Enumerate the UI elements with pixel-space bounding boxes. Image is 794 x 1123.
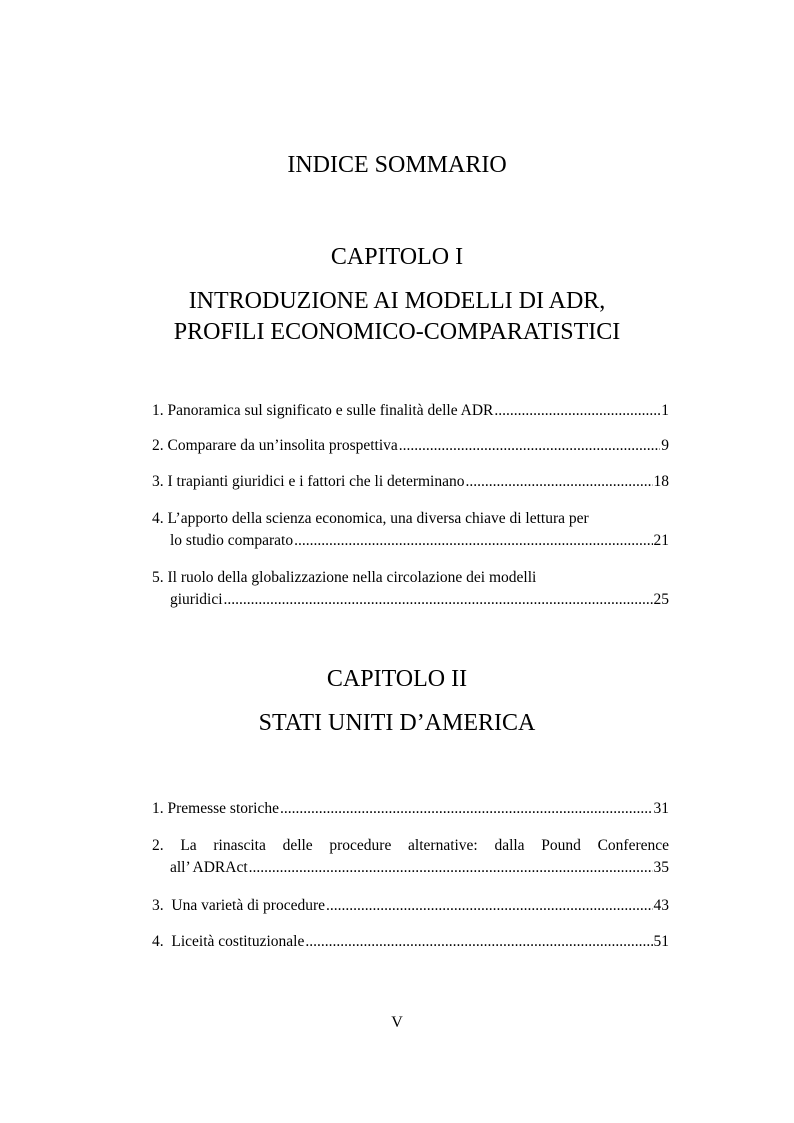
word: dalla [494, 837, 525, 854]
toc-entry [152, 835, 669, 879]
chapter-2-label: CAPITOLO II [326, 666, 468, 692]
toc-entry-page: 1 [661, 402, 669, 419]
word: Pound [541, 837, 581, 854]
toc-entry-text: 1. Panoramica sul significato e sulle finalità delle ADR [152, 402, 494, 419]
word: procedure [329, 837, 392, 854]
page-number: V [391, 1014, 403, 1031]
toc-entry-page: 9 [661, 437, 669, 454]
toc-entry-text-line-2: all’ ADRAct [170, 859, 248, 876]
word: Conference [597, 837, 669, 854]
toc-entry-page: 31 [653, 800, 669, 817]
chapter-1-label: CAPITOLO I [330, 244, 464, 270]
leader-dots [249, 857, 653, 879]
toc-entry-text-line-1: 5. Il ruolo della globalizzazione nella circolazione dei modelli [152, 569, 537, 586]
toc-entry [152, 471, 669, 493]
toc-entry [152, 567, 669, 611]
toc-entry-page: 35 [653, 859, 669, 876]
word: delle [282, 837, 313, 854]
leader-dots [280, 798, 653, 820]
word: rinascita [213, 837, 266, 854]
leader-dots [305, 931, 652, 953]
toc-entry-text-line-2: lo studio comparato [170, 532, 294, 549]
toc-entry-text: 1. Premesse storiche [152, 800, 279, 817]
leader-dots [294, 530, 652, 552]
word: 2. [152, 837, 164, 854]
toc-entry [152, 798, 669, 820]
toc-entry-text: 2. Comparare da un’insolita prospettiva [152, 437, 398, 454]
leader-dots [399, 435, 660, 457]
toc-entry-text-line-1 [152, 835, 669, 857]
toc-entry-text-line-1: 4. L’apporto della scienza economica, una diversa chiave di lettura per [152, 510, 589, 527]
toc-entry-page: 18 [653, 473, 669, 490]
toc-entry-page: 21 [653, 532, 669, 549]
leader-dots [494, 400, 660, 422]
leader-dots [224, 589, 653, 611]
leader-dots [465, 471, 652, 493]
toc-entry [152, 435, 669, 457]
toc-entry-page: 43 [653, 897, 669, 914]
toc-entry [152, 931, 669, 953]
toc-entry [152, 400, 669, 422]
toc-entry-page: 25 [653, 591, 669, 608]
toc-entry-text: 4. Liceità costituzionale [152, 933, 305, 950]
toc-entry-text: 3. I trapianti giuridici e i fattori che li determinano [152, 473, 465, 490]
word: La [180, 837, 197, 854]
chapter-2-title: STATI UNITI D’AMERICA [258, 710, 536, 736]
chapter-1-title-line-1: INTRODUZIONE AI MODELLI DI ADR, [188, 288, 606, 314]
page-title: INDICE SOMMARIO [287, 152, 507, 178]
toc-entry-text-line-2: giuridici [170, 591, 223, 608]
word: alternative: [408, 837, 478, 854]
toc-entry-text: 3. Una varietà di procedure [152, 897, 326, 914]
leader-dots [326, 895, 652, 917]
toc-entry-page: 51 [653, 933, 669, 950]
chapter-1-title-line-2: PROFILI ECONOMICO-COMPARATISTICI [173, 319, 621, 345]
toc-entry [152, 508, 669, 552]
toc-entry [152, 895, 669, 917]
